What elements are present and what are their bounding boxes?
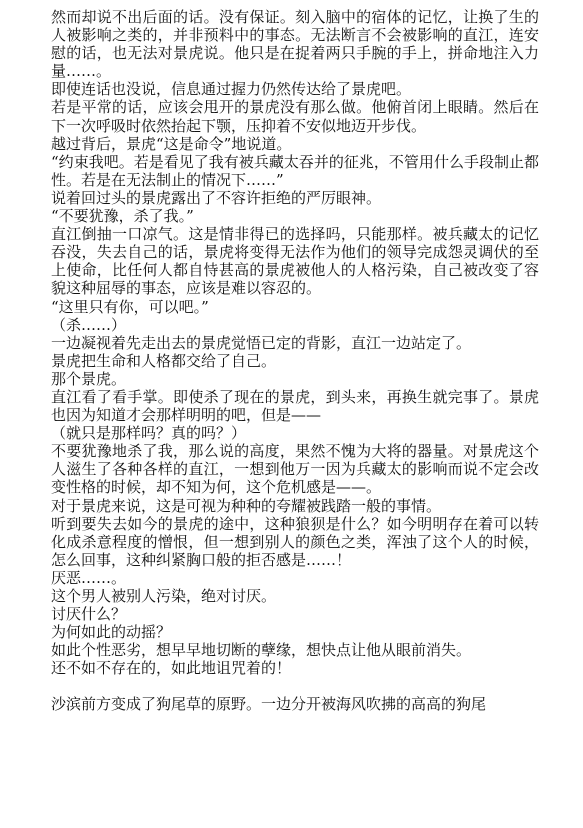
paragraph: 那个景虎。 xyxy=(51,369,127,388)
paragraph: 为何如此的动摇？ xyxy=(51,623,172,642)
paragraph: 直江看了看手掌。即使杀了现在的景虎，到头来，再换生就完事了。景虎也因为知道才会那样明明的吧，但是—— xyxy=(51,387,539,425)
paragraph: 讨厌什么？ xyxy=(51,605,127,624)
paragraph: “这里只有你，可以吧。” xyxy=(51,297,209,316)
paragraph: 然而却说不出后面的话。没有保证。刻入脑中的宿体的记忆，让换了生的人被影响之类的，并非预料中的事态。无法断言不会被影响的直江，连安慰的话，也无法对景虎说。他只是在捉着两只手腕的手上，拼命地注入力量……。 xyxy=(51,8,539,81)
paragraph: （杀……） xyxy=(51,315,127,334)
paragraph: “不要犹豫，杀了我。” xyxy=(51,207,194,226)
paragraph: 若是平常的话，应该会甩开的景虎没有那么做。他俯首闭上眼睛。然后在下一次呼吸时依然抬起下颚，压抑着不安似地迈开步伐。 xyxy=(51,98,539,135)
paragraph: 如此个性恶劣，想早早地切断的孽缘，想快点让他从眼前消失。 xyxy=(51,641,472,660)
paragraph: 景虎把生命和人格都交给了自己。 xyxy=(51,351,277,370)
paragraph: 这个男人被别人污染，绝对讨厌。 xyxy=(51,587,277,605)
paragraph: “约束我吧。若是看见了我有被兵藏太吞并的征兆，不管用什么手段制止都性。若是在无法制止的情况下……” xyxy=(51,152,539,189)
blank-line xyxy=(51,677,539,695)
paragraph: 沙滨前方变成了狗尾草的原野。一边分开被海风吹拂的高高的狗尾 xyxy=(51,695,487,714)
paragraph: 越过背后，景虎“这是命令”地说道。 xyxy=(51,134,292,153)
paragraph: 直江倒抽一口凉气。这是情非得已的选择吗，只能那样。被兵藏太的记忆吞没，失去自己的话，景虎将变得无法作为他们的领导完成怨灵调伏的至上使命，比任何人都自恃甚高的景虎被他人的人格污染，自己被改变了容貌这种屈辱的事态，应该是难以容忍的。 xyxy=(51,225,539,298)
paragraph: 对于景虎来说，这是可视为种种的夸耀被践踏一般的事情。 xyxy=(51,496,442,515)
paragraph: 说着回过头的景虎露出了不容许拒绝的严厉眼神。 xyxy=(51,188,382,207)
paragraph: 厌恶……。 xyxy=(51,568,127,587)
paragraph: 听到要失去如今的景虎的途中，这种狼狈是什么？如今明明存在着可以转化成杀意程度的憎恨，但一想到别人的颜色之类，浑浊了这个人的时候，怎么回事，这种纠紧胸口般的拒否感是……！ xyxy=(51,514,539,569)
paragraph: （就只是那样吗？真的吗？） xyxy=(51,424,247,443)
paragraph: 即使连话也没说，信息通过握力仍然传达给了景虎吧。 xyxy=(51,80,412,99)
paragraph: 不要犹豫地杀了我，那么说的高度，果然不愧为大将的器量。对景虎这个人滋生了各种各样的直江，一想到他万一因为兵藏太的影响而说不定会改变性格的时候，却不知为何，这个危机感是——。 xyxy=(51,442,539,497)
paragraph: 还不如不存在的，如此地诅咒着的！ xyxy=(51,659,292,678)
paragraph: 一边凝视着先走出去的景虎觉悟已定的背影，直江一边站定了。 xyxy=(51,333,472,352)
